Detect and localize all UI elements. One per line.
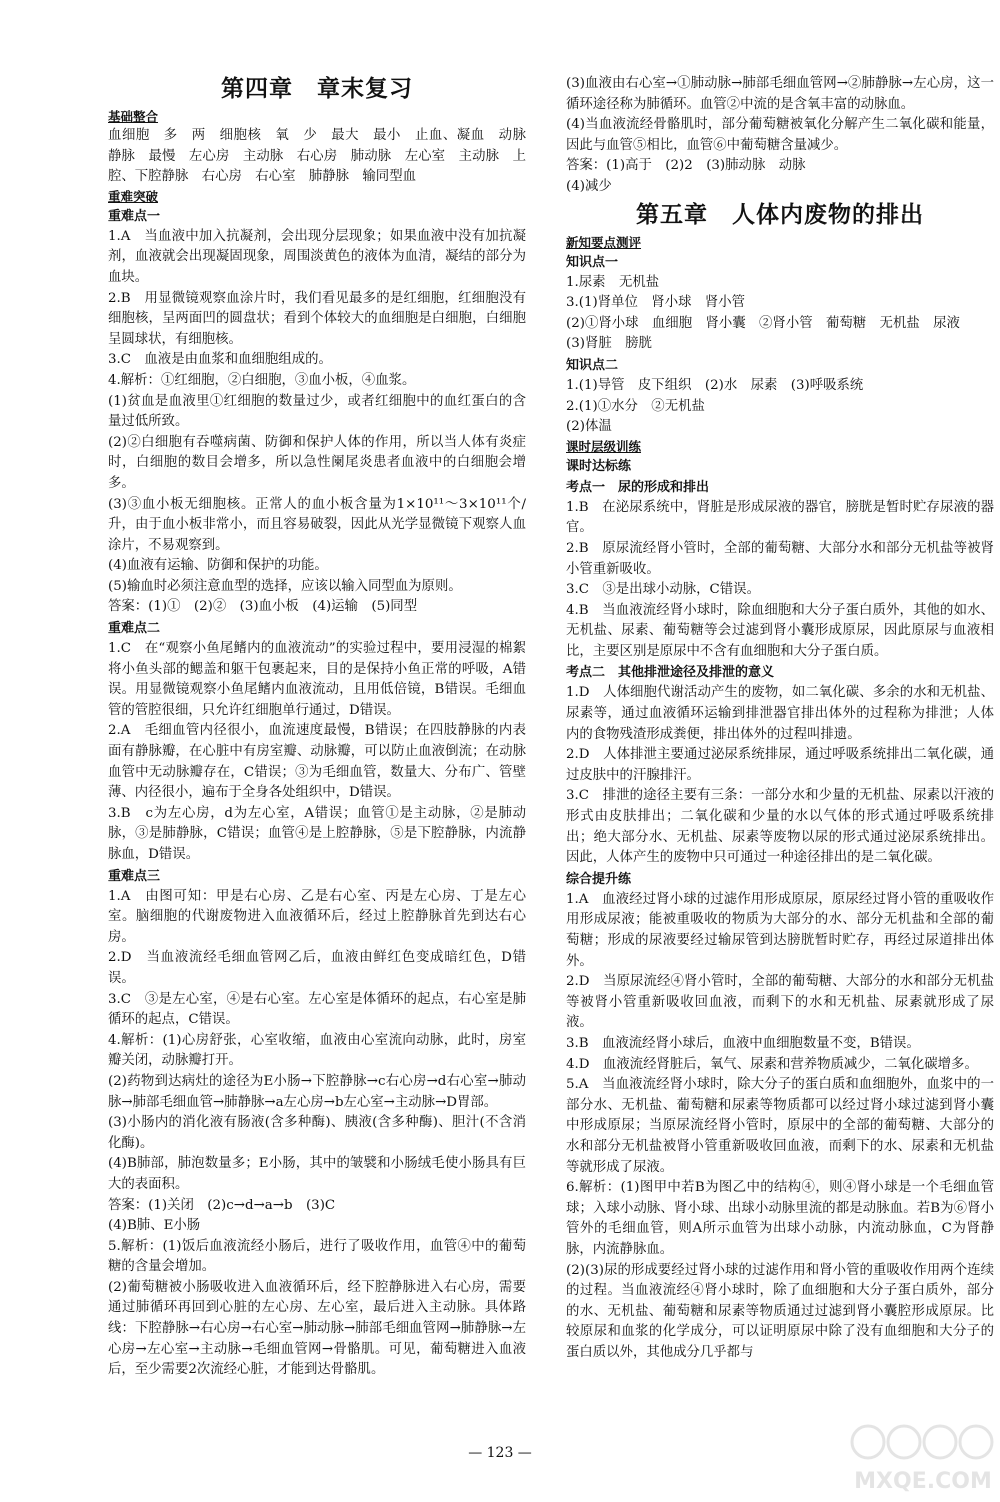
answer-paragraph: (2)②白细胞有吞噬病菌、防御和保护人体的作用，所以当人体有炎症时，白细胞的数目会增多，所以急性阑尾炎患者血液中的白细胞会增多。 — [108, 434, 526, 491]
answer-paragraph: (2)体温 — [566, 419, 612, 435]
answer-paragraph: 2.B 原尿流经肾小管时，全部的葡萄糖、大部分水和部分无机盐等被肾小管重新吸收。 — [566, 540, 994, 577]
subsection-heading: 知识点二 — [566, 357, 619, 373]
answer-paragraph: 5.解析：(1)饭后血液流经小肠后，进行了吸收作用，血管④中的葡萄糖的含量会增加。 — [108, 1238, 526, 1275]
subsection-heading: 考点一 尿的形成和排出 — [566, 479, 710, 495]
answer-paragraph: (2)药物到达病灶的途径为E小肠→下腔静脉→c右心房→d右心室→肺动脉→肺部毛细血管→肺静脉→a左心房→b左心室→主动脉→D胃部。 — [108, 1073, 526, 1110]
section-heading: 课时层级训练 — [566, 438, 642, 454]
answer-paragraph: (2)①肾小球 血细胞 肾小囊 ②肾小管 葡萄糖 无机盐 尿液 — [566, 315, 960, 331]
chapter-title: 第四章 章末复习 — [221, 76, 413, 102]
answer-paragraph: 4.B 当血液流经肾小球时，除血细胞和大分子蛋白质外，其他的如水、无机盐、尿素、葡萄糖等会过滤到肾小囊形成原尿，因此原尿与血液相比，主要区别是原尿中不含有血细胞和大分子蛋白质。 — [566, 602, 994, 659]
answer-paragraph: (4)B肺部，肺泡数量多；E小肠，其中的皱襞和小肠绒毛使小肠具有巨大的表面积。 — [108, 1156, 526, 1192]
answer-paragraph: 3.B c为左心房，d为左心室，A错误；血管①是主动脉，②是肺动脉，③是肺静脉，C错误；血管④是上腔静脉，⑤是下腔静脉，内流静脉血，D错误。 — [108, 805, 526, 862]
answer-paragraph: 答案：(1)高于 (2)2 (3)肺动脉 动脉 — [566, 158, 806, 174]
answer-paragraph: (3)肾脏 膀胱 — [566, 336, 652, 352]
answer-paragraph: 3.C 排泄的途径主要有三条：一部分水和少量的无机盐、尿素以汗液的形式由皮肤排出；二氧化碳和少量的水以气体的形式通过呼吸系统排出；绝大部分水、无机盐、尿素等废物以尿的形式通过泌尿系统排出。因此，人体产生的废物中只可通过一种途径排出的是二氧化碳。 — [566, 788, 994, 866]
answer-paragraph: 3.C ③是出球小动脉，C错误。 — [566, 582, 760, 598]
answer-paragraph: (3)小肠内的消化液有肠液(含多种酶)、胰液(含多种酶)、胆汁(不含消化酶)。 — [108, 1115, 526, 1151]
answer-paragraph: (4)B肺、E小肠 — [108, 1218, 201, 1234]
subsection-heading: 考点二 其他排泄途径及排泄的意义 — [566, 665, 775, 681]
answer-paragraph: (3)③血小板无细胞核。正常人的血小板含量为1×10¹¹～3×10¹¹个/升，由于血小板非常小，而且容易破裂，因此从光学显微镜下观察人血涂片，不易观察到。 — [108, 496, 526, 553]
answer-paragraph: (2)(3)尿的形成要经过肾小球的过滤作用和肾小管的重吸收作用两个连续的过程。当血液流经④肾小球时，除了血细胞和大分子蛋白质外，部分的水、无机盐、葡萄糖和尿素等物质通过过滤到肾小囊腔形成原尿。比较原尿和血浆的化学成分，可以证明原尿中除了没有血细胞和大分子的蛋白质以外，其他成分几乎都与 — [566, 1262, 994, 1360]
answer-paragraph: 1.A 由图可知：甲是右心房、乙是右心室、丙是左心房、丁是左心室。脑细胞的代谢废物进入血液循环后，经过上腔静脉首先到达右心房。 — [108, 888, 526, 945]
answer-paragraph: 1.B 在泌尿系统中，肾脏是形成尿液的器官，膀胱是暂时贮存尿液的器官。 — [566, 499, 994, 536]
answer-paragraph: 1.A 血液经过肾小球的过滤作用形成原尿，原尿经过肾小管的重吸收作用形成尿液；能被重吸收的物质为大部分的水、部分无机盐和全部的葡萄糖；形成的尿液要经过输尿管到达膀胱暂时贮存，再经过尿道排出体外。 — [566, 891, 994, 969]
watermark-logo — [848, 1416, 998, 1498]
answer-paragraph: (4)减少 — [566, 178, 612, 194]
answer-paragraph: 4.解析：①红细胞，②白细胞，③血小板，④血浆。 — [108, 372, 416, 388]
answer-paragraph: 1.尿素 无机盐 — [566, 274, 660, 290]
answer-paragraph: 2.A 毛细血管内径很小，血流速度最慢，B错误；在四肢静脉的内表面有静脉瓣，在心脏中有房室瓣、动脉瓣，可以防止血液倒流；在动脉血管中无动脉瓣存在，C错误；③为毛细血管，数量大、分布广、管壁薄、内径很小，遍布于全身各处组织中，D错误。 — [108, 723, 526, 801]
answer-paragraph: 2.B 用显微镜观察血涂片时，我们看见最多的是红细胞，红细胞没有细胞核，呈两面凹的圆盘状；看到个体较大的血细胞是白细胞，白细胞呈圆球状，有细胞核。 — [108, 290, 526, 347]
section-heading: 新知要点测评 — [566, 234, 642, 250]
answer-paragraph: 2.D 当血液流经毛细血管网乙后，血液由鲜红色变成暗红色，D错误。 — [108, 950, 526, 986]
answer-paragraph: 1.A 当血液中加入抗凝剂，会出现分层现象；如果血液中没有加抗凝剂，血液就会出现凝固现象，周围淡黄色的液体为血清，凝结的部分为血块。 — [108, 228, 526, 285]
answer-paragraph: 2.(1)①水分 ②无机盐 — [566, 398, 705, 414]
answer-paragraph: 2.D 人体排泄主要通过泌尿系统排尿，通过呼吸系统排出二氧化碳，通过皮肤中的汗腺排汗。 — [566, 747, 994, 783]
answer-paragraph: 2.D 当原尿流经④肾小管时，全部的葡萄糖、大部分的水和部分无机盐等被肾小管重新吸收回血液，而剩下的水和无机盐、尿素就形成了尿液。 — [566, 974, 994, 1031]
answer-paragraph: 1.D 人体细胞代谢活动产生的废物，如二氧化碳、多余的水和无机盐、尿素等，通过血液循环运输到排泄器官排出体外的过程称为排泄；人体内的食物残渣形成粪便，排出体外的过程叫排遗。 — [566, 685, 994, 742]
chapter-title: 第五章 人体内废物的排出 — [636, 201, 924, 228]
answer-paragraph: 4.D 血液流经肾脏后，氧气、尿素和营养物质减少，二氧化碳增多。 — [566, 1056, 978, 1072]
section-heading: 基础整合 — [108, 109, 159, 124]
answer-paragraph: 答案：(1)① (2)② (3)血小板 (4)运输 (5)同型 — [108, 599, 418, 615]
subsection-heading: 重难点一 — [108, 208, 161, 224]
left-column — [108, 72, 540, 1381]
answer-paragraph: 1.(1)导管 皮下组织 (2)水 尿素 (3)呼吸系统 — [566, 377, 864, 393]
subsection-heading: 课时达标练 — [566, 458, 632, 474]
subsection-heading: 重难点二 — [108, 621, 161, 637]
subsection-heading: 综合提升练 — [566, 871, 632, 887]
answer-paragraph: (4)当血液流经骨骼肌时，部分葡萄糖被氧化分解产生二氧化碳和能量，因此与血管⑤相比，血管⑥中葡萄糖含量减少。 — [566, 117, 994, 153]
answer-paragraph: (5)输血时必须注意血型的选择，应该以输入同型血为原则。 — [108, 578, 462, 594]
right-column — [566, 74, 994, 1363]
page-number: — 123 — — [468, 1445, 532, 1461]
answer-paragraph: 6.解析：(1)图甲中若B为图乙中的结构④，则④肾小球是一个毛细血管球；入球小动脉、肾小球、出球小动脉里流的都是动脉血。若B为⑥肾小管外的毛细血管，则A所示血管为出球小动脉，内流动脉血，C为肾静脉，内流静脉血。 — [566, 1180, 994, 1257]
svg-text:MXQE.COM: MXQE.COM — [854, 1469, 992, 1494]
answer-paragraph: 答案：(1)关闭 (2)c→d→a→b (3)C — [108, 1197, 336, 1213]
answer-paragraph: 3.B 血液流经肾小球后，血液中血细胞数量不变，B错误。 — [566, 1035, 920, 1051]
answer-paragraph: (4)血液有运输、防御和保护的功能。 — [108, 558, 328, 574]
answer-paragraph: 1.C 在“观察小鱼尾鳍内的血液流动”的实验过程中，要用浸湿的棉絮将小鱼头部的鳃盖和躯干包裹起来，目的是保持小鱼正常的呼吸，A错误。用显微镜观察小鱼尾鳍内血液流动，且用低倍镜，B错误。毛细血管的管腔很细，只允许红细胞单行通过，D错误。 — [108, 641, 526, 718]
answer-paragraph: 5.A 当血液流经肾小球时，除大分子的蛋白质和血细胞外，血浆中的一部分水、无机盐、葡萄糖和尿素等物质都可以经过肾小球过滤到肾小囊中形成原尿；当原尿流经肾小管时，原尿中的全部的葡萄糖、大部分的水和部分无机盐被肾小管重新吸收回血液，而剩下的水、尿素和无机盐等就形成了尿液。 — [566, 1077, 994, 1175]
section-heading: 重难突破 — [108, 188, 159, 204]
answer-paragraph: 血细胞 多 两 细胞核 氧 少 最大 最小 止血、凝血 动脉 静脉 最慢 左心房 主动脉 右心房 肺动脉 左心室 主动脉 上腔、下腔静脉 右心房 右心室 肺静脉 输同型血 — [108, 128, 540, 185]
answer-paragraph: (1)贫血是血液里①红细胞的数量过少，或者红细胞中的血红蛋白的含量过低所致。 — [108, 393, 526, 430]
subsection-heading: 知识点一 — [566, 254, 619, 270]
answer-paragraph: 3.(1)肾单位 肾小球 肾小管 — [566, 295, 746, 311]
subsection-heading: 重难点三 — [108, 868, 161, 884]
answer-paragraph: 3.C ③是左心室，④是右心室。左心室是体循环的起点，右心室是肺循环的起点，C错误。 — [108, 991, 526, 1028]
answer-paragraph: (3)血液由右心室→①肺动脉→肺部毛细血管网→②肺静脉→左心房，这一循环途径称为肺循环。血管②中流的是含氧丰富的动脉血。 — [566, 76, 994, 112]
answer-paragraph: (2)葡萄糖被小肠吸收进入血液循环后，经下腔静脉进入右心房，需要通过肺循环再回到心脏的左心房、左心室，最后进入主动脉。具体路线：下腔静脉→右心房→右心室→肺动脉→肺部毛细血管网→肺静脉→左心房→左心室→主动脉→毛细血管网→骨骼肌。可见，葡萄糖进入血液后，至少需要2次流经心脏，才能到达骨骼肌。 — [108, 1279, 526, 1378]
answer-paragraph: 4.解析：(1)心房舒张，心室收缩，血液由心室流向动脉，此时，房室瓣关闭，动脉瓣打开。 — [108, 1032, 526, 1069]
answer-paragraph: 3.C 血液是由血浆和血细胞组成的。 — [108, 352, 332, 368]
